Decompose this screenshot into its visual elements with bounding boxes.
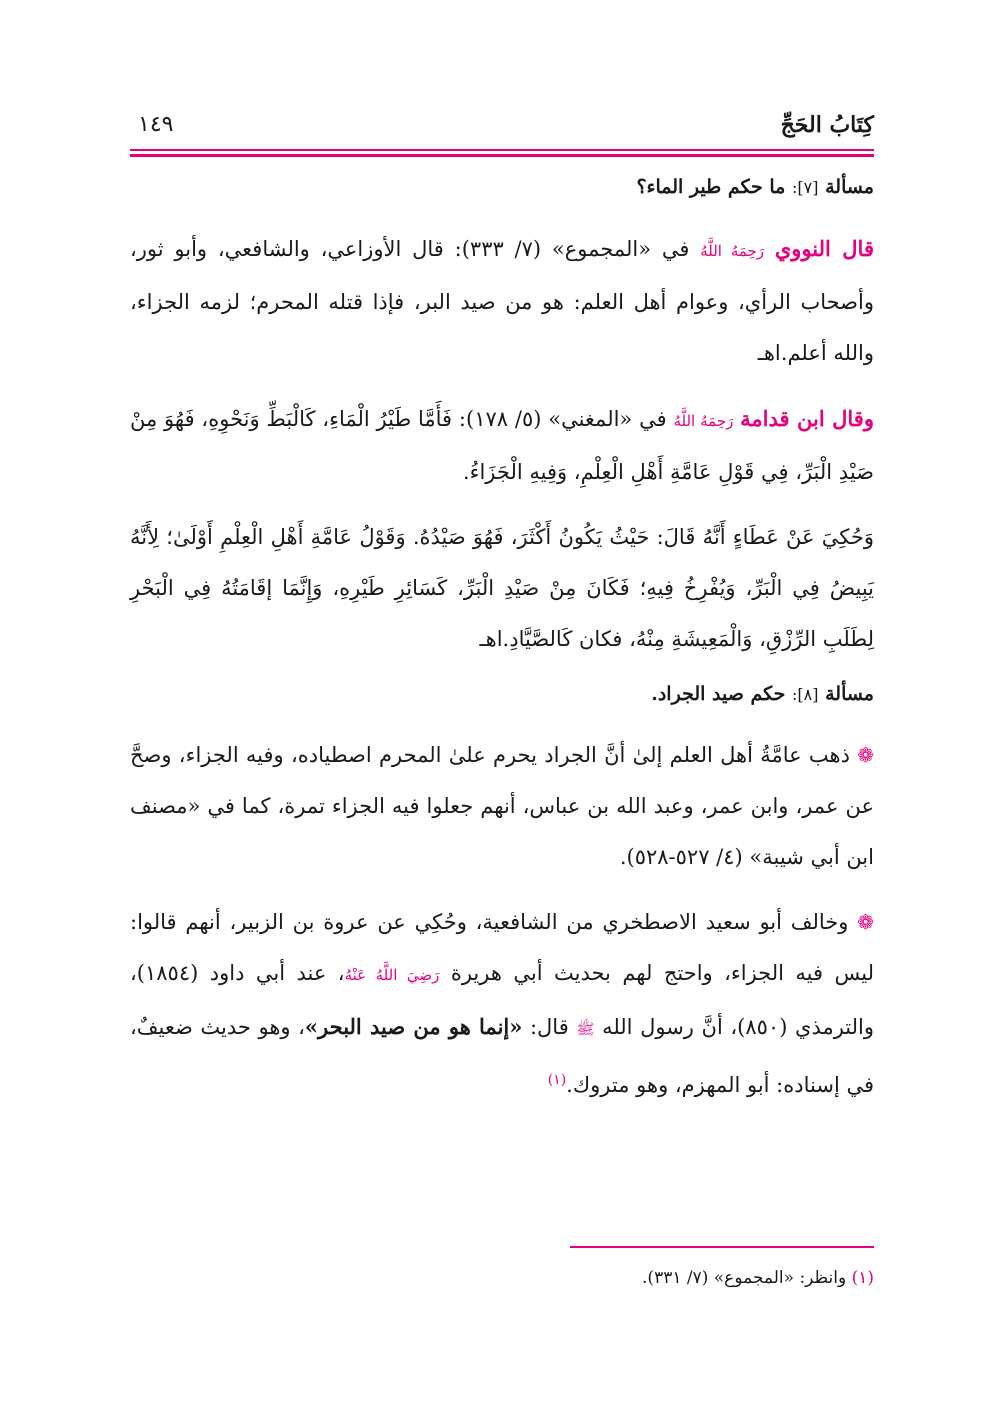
ata-paragraph (130, 512, 874, 665)
honorific: رَحِمَهُ اللَّهُ (673, 412, 734, 430)
issue-label: مسألة (825, 683, 874, 705)
author-name: قال النووي (774, 236, 874, 261)
paragraph-text: وَحُكِيَ عَنْ عَطَاءٍ أَنَّهُ قَالَ: حَيْثُ يَكُونُ أَكْثَرَ، فَهُوَ صَيْدُهُ. وَقَوْلُ عَامَّةِ أَهْلِ الْعِلْمِ أَوْلَىٰ؛ لِأَنَّهُ يَبِيضُ فِي الْبَرِّ، وَيُفْرِخُ فِيهِ؛ فَكَانَ مِنْ صَيْدِ الْبَرِّ، كَسَائِرِ طَيْرِهِ، وَإِنَّمَا إقَامَتُهُ فِي الْبَحْرِ لِطَلَبِ الرِّزْقِ، وَالْمَعِيشَةِ مِنْهُ، فكان كَالصَّيَّادِ.اهـ (130, 525, 874, 651)
paragraph-text: ، عند أبي داود (١٨٥٤)، والترمذي (٨٥٠)، أنَّ رسول الله (130, 961, 875, 1039)
flower-icon: ❁ (857, 910, 874, 934)
book-title: كِتَابُ الحَجِّ (780, 112, 874, 138)
nawawi-quote (130, 223, 874, 379)
flower-icon: ❁ (857, 743, 874, 767)
paragraph-text: قال: (522, 1015, 577, 1039)
author-name: وقال ابن قدامة (740, 406, 874, 431)
page-body (130, 172, 874, 1125)
page-header (130, 112, 874, 146)
page-number: ١٤٩ (138, 112, 174, 137)
issue-title: ما حكم طير الماء؟ (636, 176, 786, 198)
footnote (642, 1268, 874, 1288)
locust-paragraph (130, 730, 874, 883)
dissent-paragraph (130, 897, 874, 1111)
salutation: ﷺ (576, 1020, 595, 1038)
footnote-text: وانظر: «المجموع» (٧/ ٣٣١). (642, 1268, 852, 1288)
honorific: رَضِيَ اللَّهُ عَنْهُ (344, 966, 440, 984)
issue-number: [٧]: (791, 178, 819, 197)
paragraph-text: ذهب عامَّةُ أهل العلم إلىٰ أنَّ الجراد يحرم علىٰ المحرم اصطياده، وفيه الجزاء، وصحَّ عن عمر، وابن عمر، وعبد الله بن عباس، أنهم جعلوا فيه الجزاء تمرة، كما في «مصنف ابن أبي شيبة» (٤/ ٥٢٧-٥٢٨). (130, 743, 874, 869)
issue-7-heading (130, 172, 874, 203)
header-rule (130, 149, 874, 151)
paragraph-text: في «المجموع» (٧/ ٣٣٣): قال الأوزاعي، والشافعي، وأبو ثور، وأصحاب الرأي، وعوام أهل العلم: هو من صيد البر، فإذا قتله المحرم؛ لزمه الجزاء، والله أعلم.اهـ (130, 237, 874, 365)
honorific: رَحِمَهُ اللَّهُ (700, 242, 765, 260)
ibn-qudama-quote (130, 393, 874, 498)
paragraph-text: وخالف أبو سعيد الاصطخري من الشافعية، وحُكِي عن عروة بن الزبير، أنهم قالوا: ليس فيه الجزاء، واحتج لهم بحديث أبي هريرة (130, 910, 874, 985)
hadith-text: «إنما هو من صيد البحر» (304, 1014, 523, 1039)
footnote-reference: (١) (547, 1072, 567, 1088)
footnote-number: (١) (851, 1268, 874, 1288)
issue-number: [٨]: (791, 685, 819, 704)
paragraph-text: ، وهو حديث ضعيفٌ، في إسناده: أبو المهزم، وهو متروك. (130, 1015, 874, 1097)
paragraph-text: في «المغني» (٥/ ١٧٨): فَأَمَّا طَيْرُ الْمَاءِ، كَالْبَطِّ وَنَحْوِهِ، فَهُوَ مِنْ صَيْدِ الْبَرِّ، فِي قَوْلِ عَامَّةِ أَهْلِ الْعِلْمِ، وَفِيهِ الْجَزَاءُ. (130, 407, 874, 484)
header-rule-thick (130, 154, 874, 157)
footnote-rule (570, 1246, 874, 1248)
issue-title: حكم صيد الجراد. (651, 683, 786, 705)
issue-label: مسألة (825, 176, 874, 198)
issue-8-heading (130, 679, 874, 710)
